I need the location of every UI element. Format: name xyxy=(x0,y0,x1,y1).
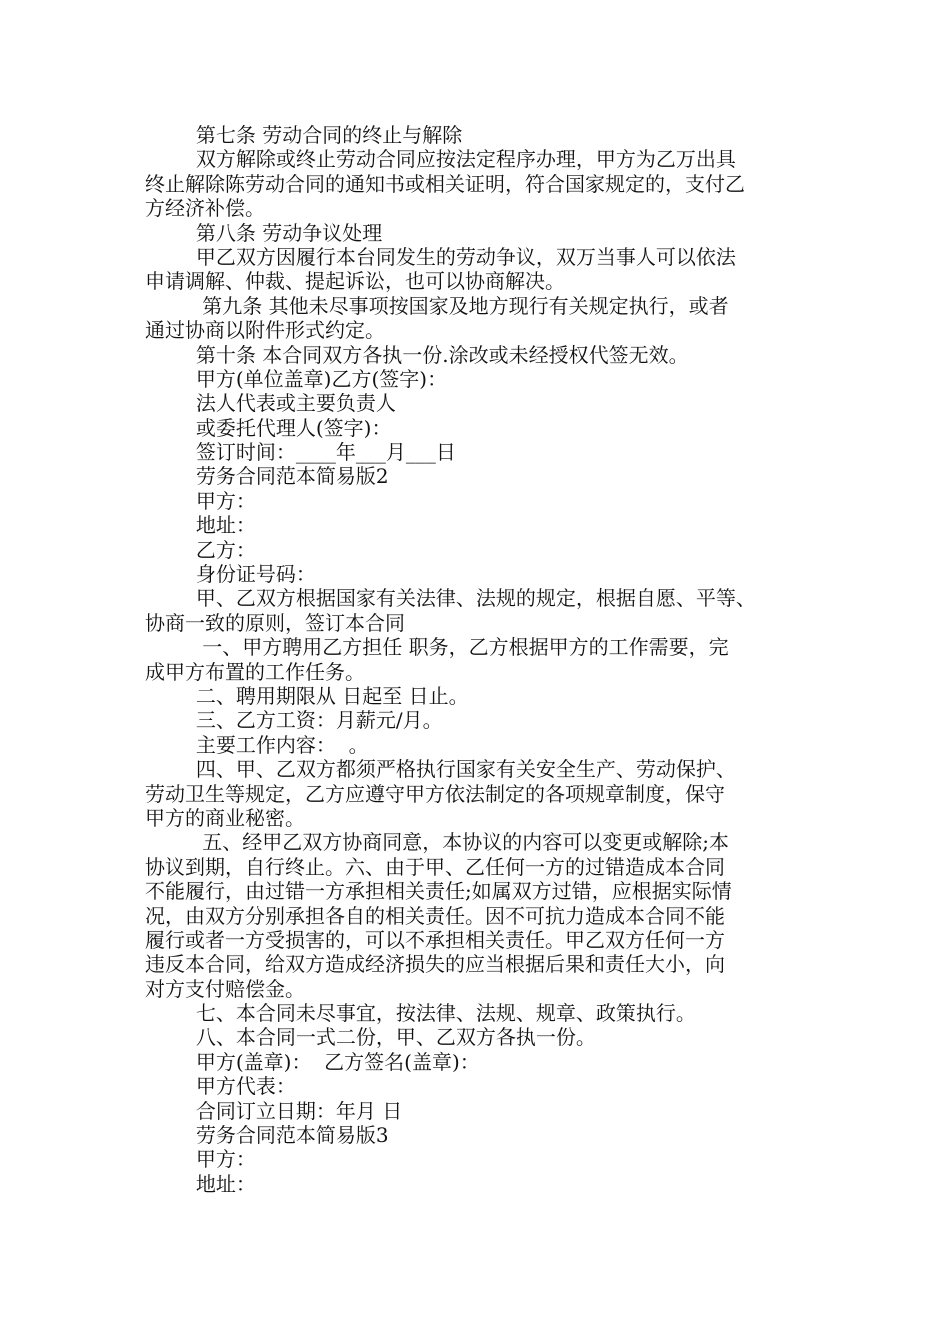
text-line: 甲、乙双方根据国家有关法律、法规的规定，根据自愿、平等、 xyxy=(145,586,756,611)
text-line: 甲乙双方因履行本台同发生的劳动争议，双万当事人可以依法 xyxy=(145,244,736,269)
document-body xyxy=(145,123,815,1196)
text-line: 成甲方布置的工作任务。 xyxy=(145,659,365,684)
text-line: 甲方： xyxy=(145,488,256,513)
text-line: 法人代表或主要负责人 xyxy=(145,391,396,416)
text-line: 或委托代理人(签字)： xyxy=(145,415,392,440)
text-line: 第十条 本合同双方各执一份.涂改或未经授权代签无效。 xyxy=(145,342,689,367)
text-line: 协议到期，自行终止。六、由于甲、乙任何一方的过错造成本合同 xyxy=(145,854,725,879)
text-line: 双方解除或终止劳动合同应按法定程序办理，甲方为乙万出具 xyxy=(145,147,736,172)
text-line: 七、本合同未尽事宜，按法律、法规、规章、政策执行。 xyxy=(145,1001,696,1026)
text-line: 况，由双方分别承担各自的相关责任。因不可抗力造成本合同不能 xyxy=(145,903,725,928)
text-line: 劳务合同范本简易版3 xyxy=(145,1123,389,1148)
text-line: 甲方的商业秘密。 xyxy=(145,805,305,830)
text-line: 劳动卫生等规定，乙方应遵守甲方依法制定的各项规章制度，保守 xyxy=(145,781,725,806)
text-line: 五、经甲乙双方协商同意，本协议的内容可以变更或解除;本 xyxy=(145,830,729,855)
text-line: 二、聘用期限从 日起至 日止。 xyxy=(145,683,469,708)
text-line: 违反本合同，给双方造成经济损失的应当根据后果和责任大小，向 xyxy=(145,952,725,977)
text-line: 三、乙方工资：月薪元/月。 xyxy=(145,708,443,733)
text-line: 甲方(盖章)： 乙方签名(盖章)： xyxy=(145,1049,480,1074)
text-line: 主要工作内容： 。 xyxy=(145,732,369,757)
text-line: 地址： xyxy=(145,513,256,538)
text-line: 申请调解、仲裁、提起诉讼，也可以协商解决。 xyxy=(145,269,565,294)
text-line: 第八条 劳动争议处理 xyxy=(145,220,383,245)
text-line: 合同订立日期：年月 日 xyxy=(145,1098,403,1123)
text-line: 身份证号码： xyxy=(145,562,316,587)
text-line: 乙方： xyxy=(145,537,256,562)
text-line: 甲方代表： xyxy=(145,1074,296,1099)
text-line: 劳务合同范本简易版2 xyxy=(145,464,389,489)
text-line: 甲方(单位盖章)乙方(签字)： xyxy=(145,366,448,391)
text-line: 四、甲、乙双方都须严格执行国家有关安全生产、劳动保护、 xyxy=(145,757,736,782)
text-line: 八、本合同一式二份，甲、乙双方各执一份。 xyxy=(145,1025,596,1050)
text-line: 第七条 劳动合同的终止与解除 xyxy=(145,123,463,147)
text-line: 不能履行，由过错一方承担相关责任;如属双方过错，应根据实际情 xyxy=(145,879,732,904)
text-line: 地址： xyxy=(145,1171,256,1196)
text-line: 甲方： xyxy=(145,1147,256,1172)
text-line: 对方支付赔偿金。 xyxy=(145,976,305,1001)
text-line: 协商一致的原则，签订本合同 xyxy=(145,610,405,635)
text-line: 第九条 其他未尽事项按国家及地方现行有关规定执行，或者 xyxy=(145,293,729,318)
text-line: 终止解除陈劳动合同的通知书或相关证明，符合国家规定的，支付乙 xyxy=(145,171,745,196)
text-line: 通过协商以附件形式约定。 xyxy=(145,318,385,343)
text-line: 一、甲方聘用乙方担任 职务，乙方根据甲方的工作需要，完 xyxy=(145,635,729,660)
text-line: 方经济补偿。 xyxy=(145,196,265,221)
text-line: 签订时间：____年___月___日 xyxy=(145,440,456,465)
text-line: 履行或者一方受损害的，可以不承担相关责任。甲乙双方任何一方 xyxy=(145,927,725,952)
